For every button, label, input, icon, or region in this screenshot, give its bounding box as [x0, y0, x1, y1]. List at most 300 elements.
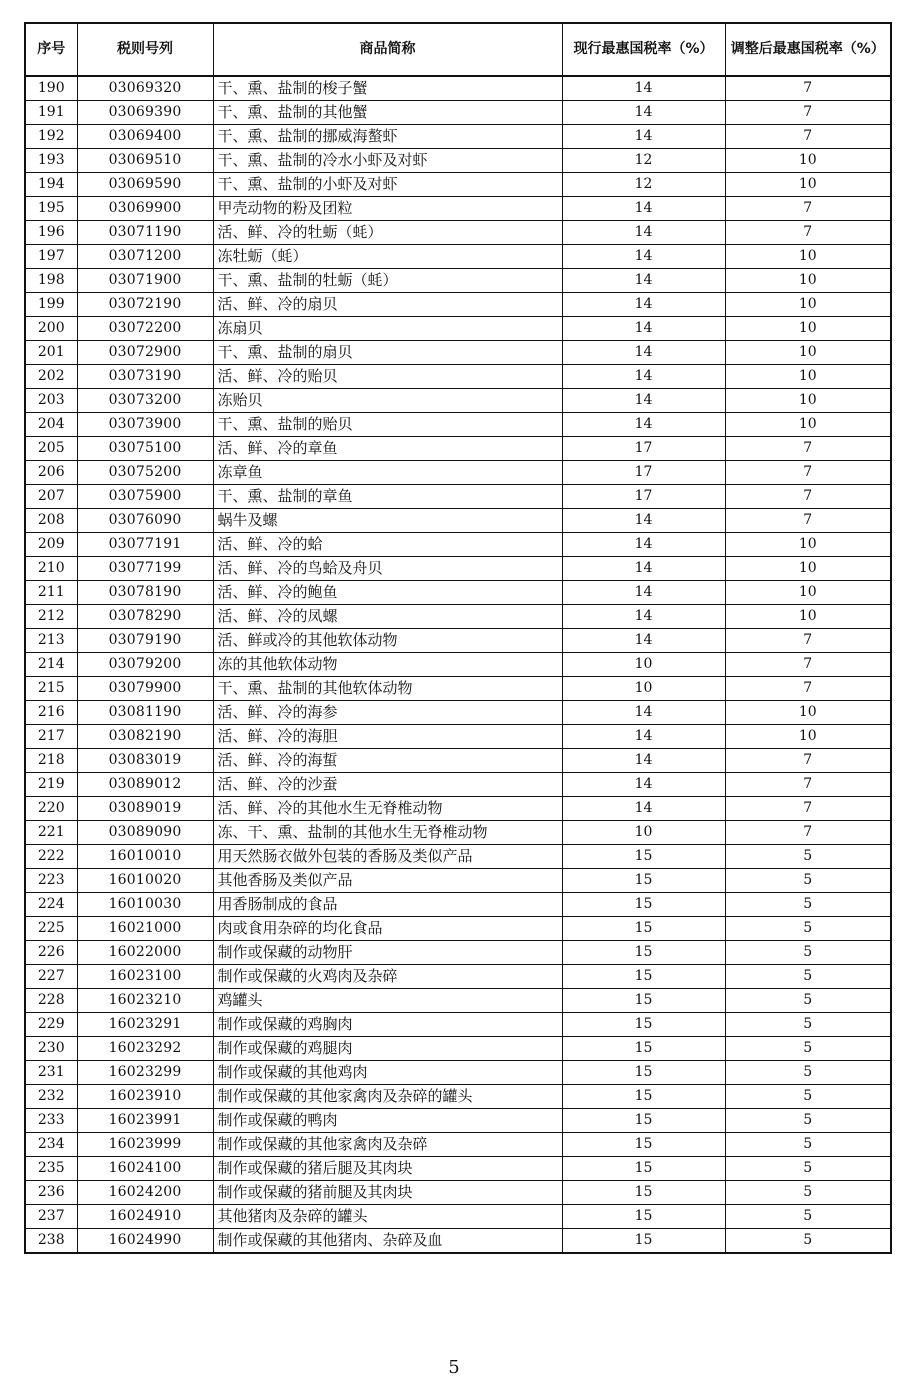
cell-serial-number: 218: [25, 749, 77, 773]
cell-product-name: 甲壳动物的粉及团粒: [213, 197, 562, 221]
cell-tariff-code: 03089012: [77, 773, 213, 797]
cell-product-name: 冻的其他软体动物: [213, 653, 562, 677]
cell-serial-number: 234: [25, 1133, 77, 1157]
cell-serial-number: 195: [25, 197, 77, 221]
table-row: [25, 1085, 891, 1109]
cell-product-name: 活、鲜或冷的其他软体动物: [213, 629, 562, 653]
table-row: [25, 461, 891, 485]
cell-current-rate: 15: [562, 917, 725, 941]
cell-product-name: 活、鲜、冷的海胆: [213, 725, 562, 749]
cell-tariff-code: 16023100: [77, 965, 213, 989]
cell-tariff-code: 03073200: [77, 389, 213, 413]
table-row: [25, 1157, 891, 1181]
table-row: [25, 749, 891, 773]
cell-current-rate: 14: [562, 125, 725, 149]
cell-current-rate: 15: [562, 1037, 725, 1061]
table-row: [25, 653, 891, 677]
cell-tariff-code: 03079190: [77, 629, 213, 653]
cell-tariff-code: 03073900: [77, 413, 213, 437]
table-row: [25, 797, 891, 821]
cell-product-name: 制作或保藏的猪前腿及其肉块: [213, 1181, 562, 1205]
cell-serial-number: 224: [25, 893, 77, 917]
cell-tariff-code: 03077191: [77, 533, 213, 557]
table-row: [25, 389, 891, 413]
cell-adjusted-rate: 10: [725, 605, 891, 629]
header-adjusted-rate: 调整后最惠国税率（%）: [725, 23, 891, 76]
cell-product-name: 制作或保藏的猪后腿及其肉块: [213, 1157, 562, 1181]
cell-serial-number: 193: [25, 149, 77, 173]
cell-tariff-code: 03069390: [77, 101, 213, 125]
cell-product-name: 活、鲜、冷的蛤: [213, 533, 562, 557]
cell-adjusted-rate: 5: [725, 1109, 891, 1133]
cell-serial-number: 196: [25, 221, 77, 245]
cell-serial-number: 217: [25, 725, 77, 749]
cell-serial-number: 220: [25, 797, 77, 821]
cell-product-name: 冻章鱼: [213, 461, 562, 485]
table-row: [25, 1109, 891, 1133]
cell-current-rate: 15: [562, 893, 725, 917]
cell-current-rate: 14: [562, 773, 725, 797]
cell-adjusted-rate: 5: [725, 1133, 891, 1157]
table-row: [25, 437, 891, 461]
cell-current-rate: 14: [562, 365, 725, 389]
cell-serial-number: 216: [25, 701, 77, 725]
table-row: [25, 629, 891, 653]
cell-tariff-code: 03076090: [77, 509, 213, 533]
cell-serial-number: 225: [25, 917, 77, 941]
cell-adjusted-rate: 5: [725, 1061, 891, 1085]
cell-adjusted-rate: 7: [725, 461, 891, 485]
cell-current-rate: 10: [562, 653, 725, 677]
table-row: [25, 893, 891, 917]
cell-tariff-code: 16023299: [77, 1061, 213, 1085]
cell-tariff-code: 03069590: [77, 173, 213, 197]
cell-current-rate: 14: [562, 629, 725, 653]
cell-product-name: 制作或保藏的其他家禽肉及杂碎: [213, 1133, 562, 1157]
table-row: [25, 1229, 891, 1254]
cell-current-rate: 15: [562, 845, 725, 869]
cell-current-rate: 15: [562, 1085, 725, 1109]
cell-current-rate: 15: [562, 1229, 725, 1254]
cell-tariff-code: 16024100: [77, 1157, 213, 1181]
cell-serial-number: 209: [25, 533, 77, 557]
cell-serial-number: 206: [25, 461, 77, 485]
cell-adjusted-rate: 10: [725, 341, 891, 365]
cell-adjusted-rate: 5: [725, 1085, 891, 1109]
cell-tariff-code: 03077199: [77, 557, 213, 581]
table-row: [25, 269, 891, 293]
table-row: [25, 365, 891, 389]
cell-serial-number: 210: [25, 557, 77, 581]
cell-tariff-code: 03075200: [77, 461, 213, 485]
cell-current-rate: 14: [562, 269, 725, 293]
cell-adjusted-rate: 7: [725, 677, 891, 701]
cell-serial-number: 233: [25, 1109, 77, 1133]
cell-product-name: 活、鲜、冷的其他水生无脊椎动物: [213, 797, 562, 821]
cell-adjusted-rate: 7: [725, 101, 891, 125]
cell-current-rate: 17: [562, 485, 725, 509]
cell-tariff-code: 03089019: [77, 797, 213, 821]
cell-adjusted-rate: 5: [725, 893, 891, 917]
cell-tariff-code: 16021000: [77, 917, 213, 941]
table-row: [25, 173, 891, 197]
header-serial-number: 序号: [25, 23, 77, 76]
cell-tariff-code: 03075100: [77, 437, 213, 461]
cell-tariff-code: 16023991: [77, 1109, 213, 1133]
cell-tariff-code: 16010030: [77, 893, 213, 917]
cell-adjusted-rate: 10: [725, 293, 891, 317]
cell-serial-number: 235: [25, 1157, 77, 1181]
cell-product-name: 活、鲜、冷的凤螺: [213, 605, 562, 629]
table-row: [25, 197, 891, 221]
cell-adjusted-rate: 10: [725, 365, 891, 389]
cell-current-rate: 17: [562, 461, 725, 485]
table-row: [25, 221, 891, 245]
table-row: [25, 869, 891, 893]
cell-tariff-code: 03081190: [77, 701, 213, 725]
cell-serial-number: 232: [25, 1085, 77, 1109]
cell-adjusted-rate: 10: [725, 725, 891, 749]
cell-current-rate: 14: [562, 701, 725, 725]
cell-product-name: 活、鲜、冷的海参: [213, 701, 562, 725]
cell-serial-number: 215: [25, 677, 77, 701]
cell-adjusted-rate: 10: [725, 389, 891, 413]
cell-current-rate: 10: [562, 677, 725, 701]
page-number: 5: [448, 1357, 460, 1378]
cell-serial-number: 214: [25, 653, 77, 677]
cell-serial-number: 211: [25, 581, 77, 605]
cell-adjusted-rate: 10: [725, 533, 891, 557]
cell-product-name: 干、熏、盐制的贻贝: [213, 413, 562, 437]
table-row: [25, 917, 891, 941]
cell-adjusted-rate: 5: [725, 845, 891, 869]
cell-serial-number: 204: [25, 413, 77, 437]
cell-adjusted-rate: 7: [725, 197, 891, 221]
cell-adjusted-rate: 5: [725, 941, 891, 965]
cell-product-name: 制作或保藏的其他鸡肉: [213, 1061, 562, 1085]
cell-tariff-code: 03078190: [77, 581, 213, 605]
cell-current-rate: 14: [562, 197, 725, 221]
cell-product-name: 用天然肠衣做外包装的香肠及类似产品: [213, 845, 562, 869]
cell-serial-number: 230: [25, 1037, 77, 1061]
cell-tariff-code: 16023210: [77, 989, 213, 1013]
cell-current-rate: 15: [562, 989, 725, 1013]
cell-current-rate: 15: [562, 1109, 725, 1133]
table-row: [25, 701, 891, 725]
cell-adjusted-rate: 5: [725, 869, 891, 893]
cell-serial-number: 236: [25, 1181, 77, 1205]
cell-product-name: 干、熏、盐制的小虾及对虾: [213, 173, 562, 197]
cell-product-name: 干、熏、盐制的牡蛎（蚝）: [213, 269, 562, 293]
cell-current-rate: 14: [562, 101, 725, 125]
cell-current-rate: 14: [562, 749, 725, 773]
cell-adjusted-rate: 10: [725, 701, 891, 725]
table-row: [25, 341, 891, 365]
cell-tariff-code: 03071190: [77, 221, 213, 245]
cell-current-rate: 14: [562, 245, 725, 269]
cell-serial-number: 203: [25, 389, 77, 413]
table-row: [25, 125, 891, 149]
cell-adjusted-rate: 7: [725, 773, 891, 797]
cell-tariff-code: 03082190: [77, 725, 213, 749]
cell-tariff-code: 03073190: [77, 365, 213, 389]
table-row: [25, 1061, 891, 1085]
cell-tariff-code: 16023999: [77, 1133, 213, 1157]
cell-tariff-code: 03069900: [77, 197, 213, 221]
cell-adjusted-rate: 7: [725, 629, 891, 653]
cell-serial-number: 227: [25, 965, 77, 989]
cell-tariff-code: 16022000: [77, 941, 213, 965]
cell-product-name: 制作或保藏的鸡腿肉: [213, 1037, 562, 1061]
cell-adjusted-rate: 10: [725, 317, 891, 341]
cell-product-name: 活、鲜、冷的贻贝: [213, 365, 562, 389]
cell-product-name: 活、鲜、冷的海蜇: [213, 749, 562, 773]
cell-tariff-code: 03079200: [77, 653, 213, 677]
cell-adjusted-rate: 10: [725, 581, 891, 605]
table-row: [25, 1205, 891, 1229]
cell-current-rate: 10: [562, 821, 725, 845]
cell-product-name: 干、熏、盐制的其他软体动物: [213, 677, 562, 701]
cell-serial-number: 221: [25, 821, 77, 845]
cell-product-name: 蜗牛及螺: [213, 509, 562, 533]
cell-tariff-code: 03072200: [77, 317, 213, 341]
cell-current-rate: 15: [562, 869, 725, 893]
table-row: [25, 149, 891, 173]
cell-current-rate: 14: [562, 557, 725, 581]
cell-tariff-code: 03075900: [77, 485, 213, 509]
cell-tariff-code: 03069400: [77, 125, 213, 149]
table-row: [25, 1133, 891, 1157]
cell-adjusted-rate: 10: [725, 413, 891, 437]
cell-product-name: 活、鲜、冷的鲍鱼: [213, 581, 562, 605]
table-row: [25, 605, 891, 629]
cell-tariff-code: 16024200: [77, 1181, 213, 1205]
cell-serial-number: 237: [25, 1205, 77, 1229]
cell-current-rate: 15: [562, 941, 725, 965]
cell-product-name: 制作或保藏的其他猪肉、杂碎及血: [213, 1229, 562, 1254]
cell-tariff-code: 03071200: [77, 245, 213, 269]
cell-tariff-code: 03079900: [77, 677, 213, 701]
table-row: [25, 1013, 891, 1037]
table-row: [25, 1037, 891, 1061]
cell-serial-number: 229: [25, 1013, 77, 1037]
table-body: [25, 76, 891, 1253]
table-row: [25, 245, 891, 269]
cell-adjusted-rate: 5: [725, 1181, 891, 1205]
cell-current-rate: 17: [562, 437, 725, 461]
cell-serial-number: 231: [25, 1061, 77, 1085]
table-row: [25, 509, 891, 533]
cell-adjusted-rate: 5: [725, 989, 891, 1013]
cell-current-rate: 15: [562, 1133, 725, 1157]
cell-current-rate: 14: [562, 797, 725, 821]
cell-current-rate: 14: [562, 389, 725, 413]
cell-tariff-code: 03072190: [77, 293, 213, 317]
table-row: [25, 413, 891, 437]
cell-current-rate: 14: [562, 341, 725, 365]
table-row: [25, 965, 891, 989]
cell-serial-number: 212: [25, 605, 77, 629]
header-tariff-code: 税则号列: [77, 23, 213, 76]
cell-adjusted-rate: 5: [725, 1037, 891, 1061]
cell-current-rate: 12: [562, 173, 725, 197]
cell-serial-number: 200: [25, 317, 77, 341]
cell-serial-number: 198: [25, 269, 77, 293]
cell-tariff-code: 16023910: [77, 1085, 213, 1109]
cell-serial-number: 202: [25, 365, 77, 389]
cell-tariff-code: 03089090: [77, 821, 213, 845]
cell-tariff-code: 03071900: [77, 269, 213, 293]
cell-product-name: 冻扇贝: [213, 317, 562, 341]
header-current-rate: 现行最惠国税率（%）: [562, 23, 725, 76]
cell-product-name: 干、熏、盐制的冷水小虾及对虾: [213, 149, 562, 173]
table-row: [25, 941, 891, 965]
cell-product-name: 干、熏、盐制的梭子蟹: [213, 76, 562, 101]
cell-product-name: 冻、干、熏、盐制的其他水生无脊椎动物: [213, 821, 562, 845]
cell-product-name: 干、熏、盐制的章鱼: [213, 485, 562, 509]
cell-tariff-code: 16024990: [77, 1229, 213, 1254]
table-row: [25, 76, 891, 101]
cell-current-rate: 14: [562, 293, 725, 317]
cell-serial-number: 194: [25, 173, 77, 197]
cell-serial-number: 190: [25, 76, 77, 101]
cell-product-name: 冻牡蛎（蚝）: [213, 245, 562, 269]
cell-current-rate: 15: [562, 1181, 725, 1205]
cell-current-rate: 12: [562, 149, 725, 173]
cell-adjusted-rate: 10: [725, 269, 891, 293]
cell-adjusted-rate: 7: [725, 125, 891, 149]
table-row: [25, 557, 891, 581]
cell-current-rate: 14: [562, 509, 725, 533]
table-row: [25, 581, 891, 605]
tariff-table: [24, 22, 892, 1254]
cell-tariff-code: 03078290: [77, 605, 213, 629]
cell-tariff-code: 03069510: [77, 149, 213, 173]
table-row: [25, 989, 891, 1013]
cell-serial-number: 207: [25, 485, 77, 509]
table-row: [25, 677, 891, 701]
cell-current-rate: 15: [562, 1013, 725, 1037]
cell-serial-number: 213: [25, 629, 77, 653]
cell-adjusted-rate: 7: [725, 797, 891, 821]
cell-serial-number: 226: [25, 941, 77, 965]
table-row: [25, 533, 891, 557]
cell-tariff-code: 03069320: [77, 76, 213, 101]
cell-current-rate: 14: [562, 76, 725, 101]
cell-current-rate: 14: [562, 533, 725, 557]
cell-adjusted-rate: 10: [725, 149, 891, 173]
cell-product-name: 其他香肠及类似产品: [213, 869, 562, 893]
cell-serial-number: 223: [25, 869, 77, 893]
cell-serial-number: 219: [25, 773, 77, 797]
cell-adjusted-rate: 5: [725, 1205, 891, 1229]
cell-current-rate: 15: [562, 1205, 725, 1229]
cell-serial-number: 191: [25, 101, 77, 125]
table-row: [25, 317, 891, 341]
table-row: [25, 1181, 891, 1205]
cell-serial-number: 238: [25, 1229, 77, 1254]
cell-serial-number: 228: [25, 989, 77, 1013]
table-row: [25, 293, 891, 317]
cell-current-rate: 14: [562, 725, 725, 749]
header-product-name: 商品简称: [213, 23, 562, 76]
cell-adjusted-rate: 7: [725, 509, 891, 533]
table-row: [25, 821, 891, 845]
cell-product-name: 制作或保藏的火鸡肉及杂碎: [213, 965, 562, 989]
cell-adjusted-rate: 7: [725, 437, 891, 461]
cell-current-rate: 15: [562, 1061, 725, 1085]
cell-serial-number: 199: [25, 293, 77, 317]
cell-adjusted-rate: 7: [725, 221, 891, 245]
cell-current-rate: 14: [562, 413, 725, 437]
cell-product-name: 活、鲜、冷的鸟蛤及舟贝: [213, 557, 562, 581]
cell-product-name: 鸡罐头: [213, 989, 562, 1013]
cell-product-name: 用香肠制成的食品: [213, 893, 562, 917]
cell-product-name: 活、鲜、冷的扇贝: [213, 293, 562, 317]
cell-product-name: 活、鲜、冷的沙蚕: [213, 773, 562, 797]
cell-tariff-code: 16023291: [77, 1013, 213, 1037]
cell-product-name: 活、鲜、冷的牡蛎（蚝）: [213, 221, 562, 245]
cell-current-rate: 14: [562, 581, 725, 605]
cell-adjusted-rate: 7: [725, 653, 891, 677]
cell-product-name: 制作或保藏的鸭肉: [213, 1109, 562, 1133]
cell-product-name: 干、熏、盐制的其他蟹: [213, 101, 562, 125]
cell-tariff-code: 03072900: [77, 341, 213, 365]
cell-tariff-code: 16010020: [77, 869, 213, 893]
cell-adjusted-rate: 5: [725, 1229, 891, 1254]
cell-adjusted-rate: 5: [725, 1157, 891, 1181]
cell-product-name: 其他猪肉及杂碎的罐头: [213, 1205, 562, 1229]
table-row: [25, 101, 891, 125]
cell-product-name: 制作或保藏的鸡胸肉: [213, 1013, 562, 1037]
cell-serial-number: 205: [25, 437, 77, 461]
table-row: [25, 845, 891, 869]
cell-adjusted-rate: 7: [725, 821, 891, 845]
cell-adjusted-rate: 5: [725, 965, 891, 989]
cell-product-name: 制作或保藏的其他家禽肉及杂碎的罐头: [213, 1085, 562, 1109]
cell-product-name: 制作或保藏的动物肝: [213, 941, 562, 965]
cell-serial-number: 208: [25, 509, 77, 533]
table-row: [25, 773, 891, 797]
cell-serial-number: 197: [25, 245, 77, 269]
cell-serial-number: 192: [25, 125, 77, 149]
cell-adjusted-rate: 7: [725, 749, 891, 773]
cell-current-rate: 15: [562, 1157, 725, 1181]
cell-adjusted-rate: 7: [725, 485, 891, 509]
cell-tariff-code: 16023292: [77, 1037, 213, 1061]
cell-product-name: 干、熏、盐制的挪威海螯虾: [213, 125, 562, 149]
cell-adjusted-rate: 10: [725, 245, 891, 269]
cell-current-rate: 14: [562, 317, 725, 341]
cell-current-rate: 14: [562, 605, 725, 629]
cell-tariff-code: 16010010: [77, 845, 213, 869]
cell-serial-number: 201: [25, 341, 77, 365]
table-header-row: [25, 23, 891, 76]
cell-adjusted-rate: 5: [725, 917, 891, 941]
cell-current-rate: 14: [562, 221, 725, 245]
cell-product-name: 冻贻贝: [213, 389, 562, 413]
cell-adjusted-rate: 10: [725, 173, 891, 197]
cell-serial-number: 222: [25, 845, 77, 869]
cell-adjusted-rate: 10: [725, 557, 891, 581]
cell-tariff-code: 16024910: [77, 1205, 213, 1229]
cell-product-name: 干、熏、盐制的扇贝: [213, 341, 562, 365]
cell-current-rate: 15: [562, 965, 725, 989]
table-row: [25, 725, 891, 749]
cell-adjusted-rate: 7: [725, 76, 891, 101]
table-row: [25, 485, 891, 509]
cell-product-name: 活、鲜、冷的章鱼: [213, 437, 562, 461]
